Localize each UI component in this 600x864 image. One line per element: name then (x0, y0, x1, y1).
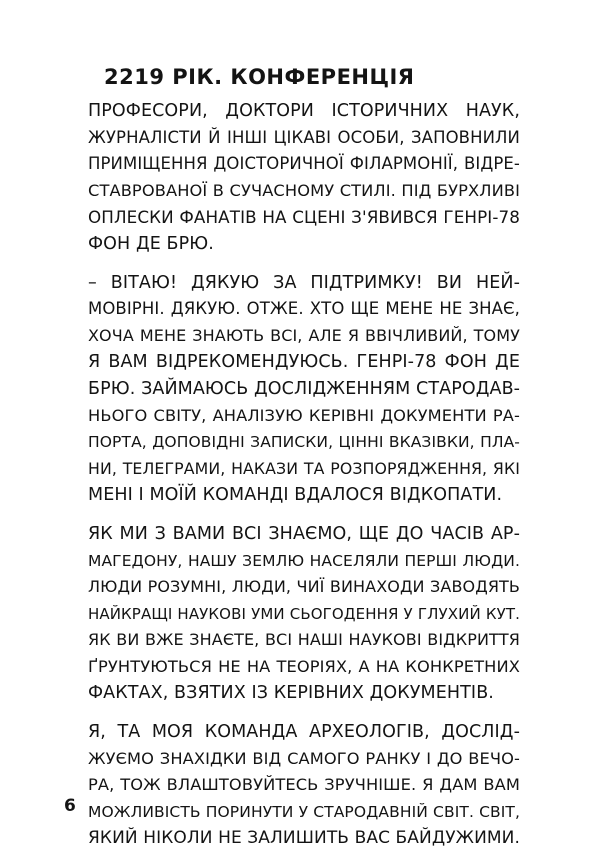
text-line: ХОЧА МЕНЕ ЗНАЮТЬ ВСІ, АЛЕ Я ВВІЧЛИВИЙ, ТОМУ (88, 325, 520, 345)
text-line: Я ВАМ ВІДРЕКОМЕНДУЮСЬ. ГЕНРІ-78 ФОН ДЕ (88, 352, 520, 373)
text-line: НИ, ТЕЛЕГРАМИ, НАКАЗИ ТА РОЗПОРЯДЖЕННЯ, ЯКІ (88, 458, 520, 478)
page-number: 6 (64, 796, 76, 816)
text-line: ЯКИЙ НІКОЛИ НЕ ЗАЛИШИТЬ ВАС БАЙДУЖИМИ. (88, 828, 521, 849)
text-line: ФАКТАХ, ВЗЯТИХ ІЗ КЕРІВНИХ ДОКУМЕНТІВ. (88, 683, 494, 704)
paragraph (88, 98, 520, 258)
text-line: ЖУЄМО ЗНАХІДКИ ВІД САМОГО РАНКУ І ДО ВЕЧО- (88, 748, 520, 768)
text-line: ФОН ДЕ БРЮ. (88, 233, 214, 254)
text-line: МАГЕДОНУ, НАШУ ЗЕМЛЮ НАСЕЛЯЛИ ПЕРШІ ЛЮДИ. (88, 551, 520, 570)
text-line: МЕНІ І МОЇЙ КОМАНДІ ВДАЛОСЯ ВІДКОПАТИ. (88, 485, 503, 506)
text-line: ПРОФЕСОРИ, ДОКТОРИ ІСТОРИЧНИХ НАУК, (88, 101, 520, 121)
text-line: ЛЮДИ РОЗУМНІ, ЛЮДИ, ЧИЇ ВИНАХОДИ ЗАВОДЯТЬ (88, 577, 520, 597)
text-line: БРЮ. ЗАЙМАЮСЬ ДОСЛІДЖЕННЯМ СТАРОДАВ- (88, 378, 521, 399)
body-text (88, 98, 520, 852)
paragraph (88, 270, 520, 509)
text-line: ЯК ВИ ВЖЕ ЗНАЄТЕ, ВСІ НАШІ НАУКОВІ ВІДКРИТТЯ (88, 630, 520, 650)
book-page (88, 62, 520, 864)
text-line: ЖУРНАЛІСТИ Й ІНШІ ЦІКАВІ ОСОБИ, ЗАПОВНИЛИ (88, 127, 520, 147)
text-line: РА, ТОЖ ВЛАШТОВУЙТЕСЬ ЗРУЧНІШЕ. Я ДАМ ВАМ (88, 775, 520, 795)
paragraph (88, 719, 520, 852)
text-line: МОЖЛИВІСТЬ ПОРИНУТИ У СТАРОДАВНІЙ СВІТ. СВІТ, (88, 802, 520, 821)
chapter-title: 2219 РІК. КОНФЕРЕНЦІЯ (104, 65, 415, 89)
text-line: ҐРУНТУЮТЬСЯ НЕ НА ТЕОРІЯХ, А НА КОНКРЕТНИХ (88, 656, 520, 676)
text-line: ПОРТА, ДОПОВІДНІ ЗАПИСКИ, ЦІННІ ВКАЗІВКИ, ПЛА- (88, 433, 520, 452)
text-line: ОПЛЕСКИ ФАНАТІВ НА СЦЕНІ З'ЯВИВСЯ ГЕНРІ-78 (88, 207, 520, 228)
text-line: НАЙКРАЩІ НАУКОВІ УМИ СЬОГОДЕННЯ У ГЛУХИЙ КУТ. (88, 604, 520, 623)
text-line: СТАВРОВАНОЇ В СУЧАСНОМУ СТИЛІ. ПІД БУРХЛИВІ (88, 180, 520, 200)
text-line: Я, ТА МОЯ КОМАНДА АРХЕОЛОГІВ, ДОСЛІД- (88, 722, 520, 743)
text-line: МОВІРНІ. ДЯКУЮ. ОТЖЕ. ХТО ЩЕ МЕНЕ НЕ ЗНАЄ, (88, 299, 520, 319)
text-line: ПРИМІЩЕННЯ ДОІСТОРИЧНОЇ ФІЛАРМОНІЇ, ВІДРЕ- (88, 154, 520, 174)
text-line: НЬОГО СВІТУ, АНАЛІЗУЮ КЕРІВНІ ДОКУМЕНТИ РА- (88, 405, 520, 425)
text-line: ЯК МИ З ВАМИ ВСІ ЗНАЄМО, ЩЕ ДО ЧАСІВ АР- (88, 523, 520, 544)
text-line: – ВІТАЮ! ДЯКУЮ ЗА ПІДТРИМКУ! ВИ НЕЙ- (88, 272, 520, 293)
paragraph (88, 521, 520, 707)
